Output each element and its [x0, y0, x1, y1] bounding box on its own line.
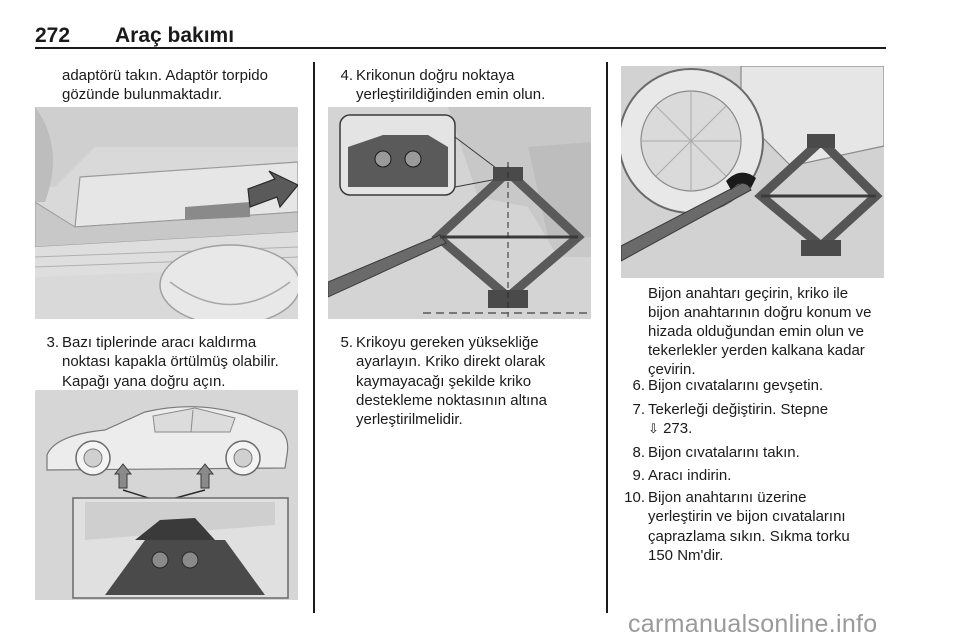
step-10-line3: çaprazlama sıkın. Sıkma torku	[648, 527, 850, 545]
step-4-line2: yerleştirildiğinden emin olun.	[356, 86, 546, 104]
page-header	[35, 18, 885, 48]
step-number: 4.	[340, 67, 353, 84]
lift-text-line3: hizada olduğundan emin olun ve	[648, 323, 864, 340]
step-5-line1: Krikoyu gereken yüksekliğe	[356, 334, 539, 351]
chapter-title: Araç bakımı	[115, 24, 235, 47]
step-4	[327, 66, 597, 106]
step-6	[619, 376, 889, 396]
page-number: 272	[35, 24, 71, 47]
column-divider-2	[606, 62, 608, 613]
step-3-line1: Bazı tiplerinde aracı kaldırma	[62, 334, 257, 351]
reference-page: 273.	[658, 420, 693, 438]
step-number: 5.	[340, 334, 353, 351]
step-9	[619, 466, 889, 486]
step-8-line1: Bijon cıvatalarını takın.	[648, 444, 800, 461]
underbody-adapter-illustration	[35, 107, 298, 319]
step-number: 6.	[632, 377, 645, 394]
step-3	[33, 333, 313, 393]
step-10-line2: yerleştirin ve bijon cıvatalarını	[648, 508, 846, 526]
lifting-point-illustration	[35, 390, 298, 600]
step-7	[619, 400, 889, 440]
header-divider	[35, 47, 886, 49]
step-3-line3: Kapağı yana doğru açın.	[62, 372, 226, 390]
site-watermark: carmanualsonline.info	[628, 610, 878, 638]
step-number: 9.	[632, 467, 645, 484]
step-7-line1: Tekerleği değiştirin. Stepne	[648, 401, 829, 418]
intro-text-line2: gözünde bulunmaktadır.	[62, 86, 223, 103]
step-8	[619, 443, 889, 463]
wheel-lift-illustration	[621, 66, 884, 278]
lift-text-line5: çevirin.	[648, 361, 696, 378]
step-10-line4: 150 Nm'dir.	[648, 546, 724, 564]
step-4-line1: Krikonun doğru noktaya	[356, 67, 515, 84]
step-number: 3.	[46, 334, 59, 351]
step-3-line2: noktası kapakla örtülmüş olabilir.	[62, 353, 279, 371]
step-5-line5: yerleştirilmelidir.	[356, 411, 463, 429]
lift-text-line1: Bijon anahtarı geçirin, kriko ile	[648, 285, 849, 302]
step-5-line2: ayarlayın. Kriko direkt olarak	[356, 353, 546, 371]
page-reference-link[interactable]	[648, 419, 828, 438]
step-5-line3: kaymayacağı şekilde kriko	[356, 372, 532, 390]
column-divider-1	[313, 62, 315, 613]
step-10	[619, 488, 889, 568]
lift-text-line4: tekerlekler yerden kalkana kadar	[648, 342, 865, 359]
intro-text-line1: adaptörü takın. Adaptör torpido	[62, 67, 268, 84]
step-6-line1: Bijon cıvatalarını gevşetin.	[648, 377, 824, 394]
arrow-ref-icon: ⇩	[648, 421, 659, 437]
step-number: 7.	[632, 401, 645, 418]
jack-placement-illustration	[328, 107, 591, 319]
step-5-line4: destekleme noktasının altına	[356, 391, 547, 409]
step-10-line1: Bijon anahtarını üzerine	[648, 489, 807, 506]
lift-text-line2: bijon anahtarının doğru konum ve	[648, 304, 872, 321]
step-9-line1: Aracı indirin.	[648, 467, 732, 484]
step-number: 8.	[632, 444, 645, 461]
step-5	[327, 333, 602, 433]
step-number: 10.	[624, 489, 645, 506]
